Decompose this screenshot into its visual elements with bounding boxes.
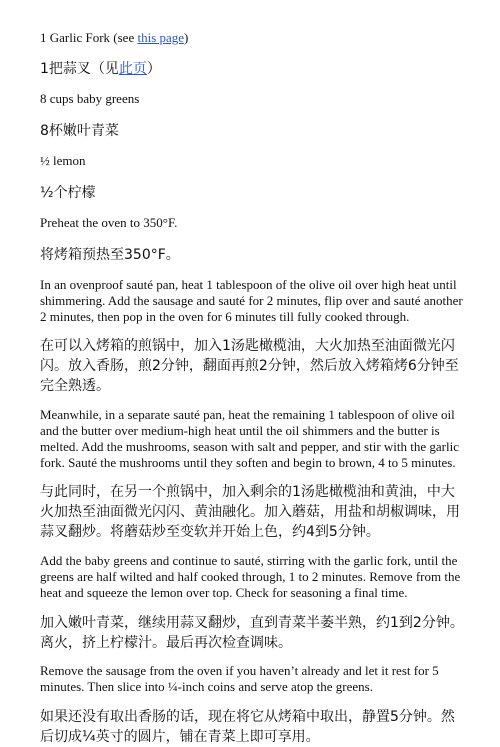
ingredient-text: ) bbox=[184, 30, 189, 45]
step-1-zh: 将烤箱预热至350°F。 bbox=[40, 247, 180, 263]
step-5-en: Remove the sausage from the oven if you haven’t already and let it rest for 5 minutes. Then slice into ¼-inch coins and serve atop the greens. bbox=[40, 663, 439, 694]
step-4-zh: 加入嫩叶青菜，继续用蒜叉翻炒，直到青菜半萎半熟，约1到2分钟。离火，挤上柠檬汁。最后再次检查调味。 bbox=[40, 615, 464, 651]
ingredient-text: 1把蒜叉（见 bbox=[40, 61, 119, 77]
recipe-page bbox=[40, 28, 466, 747]
step-2-zh: 在可以入烤箱的煎锅中，加入1汤匙橄榄油，大火加热至油面微光闪闪。放入香肠，煎2分钟，翻面再煎2分钟，然后放入烤箱烤6分钟至完全熟透。 bbox=[40, 338, 459, 394]
ingredient-text: ） bbox=[146, 61, 161, 77]
ingredient-zh-lemon: ½个柠檬 bbox=[40, 185, 96, 201]
ingredient-en-greens: 8 cups baby greens bbox=[40, 91, 140, 106]
step-5-zh: 如果还没有取出香肠的话，现在将它从烤箱中取出，静置5分钟。然后切成¼英寸的圆片，铺在青菜上即可享用。 bbox=[40, 709, 455, 745]
this-page-link-zh[interactable]: 此页 bbox=[118, 61, 147, 77]
ingredient-en-lemon: ½ lemon bbox=[40, 153, 86, 168]
ingredient-zh-garlic-fork bbox=[40, 59, 466, 79]
step-4-en: Add the baby greens and continue to sauté, stirring with the garlic fork, until the greens are half wilted and half cooked through, 1 to 2 minutes. Remove from the heat and squeeze the lemon over top. Check for seasoning a final time. bbox=[40, 553, 461, 600]
step-3-en: Meanwhile, in a separate sauté pan, heat the remaining 1 tablespoon of olive oil and the butter over medium-high heat until the oil shimmers and the butter is melted. Add the mushrooms, season with salt and pepper, and stir with the garlic fork. Sauté the mushrooms until they soften and begin to brown, 4 to 5 minutes. bbox=[40, 407, 460, 470]
step-1-en: Preheat the oven to 350°F. bbox=[40, 215, 178, 230]
step-3-zh: 与此同时，在另一个煎锅中，加入剩余的1汤匙橄榄油和黄油，中大火加热至油面微光闪闪、黄油融化。加入蘑菇，用盐和胡椒调味，用蒜叉翻炒。将蘑菇炒至变软并开始上色，约4到5分钟。 bbox=[40, 484, 460, 540]
step-2-en: In an ovenproof sauté pan, heat 1 tablespoon of the olive oil over high heat until shimmering. Add the sausage and sauté for 2 minutes, flip over and sauté another 2 minutes, then pop in the oven for 6 minutes till fully cooked through. bbox=[40, 277, 463, 324]
ingredient-en-garlic-fork bbox=[40, 30, 466, 46]
this-page-link[interactable]: this page bbox=[137, 30, 185, 45]
ingredient-zh-greens: 8杯嫩叶青菜 bbox=[40, 123, 119, 139]
ingredient-text: 1 Garlic Fork (see bbox=[40, 30, 138, 45]
